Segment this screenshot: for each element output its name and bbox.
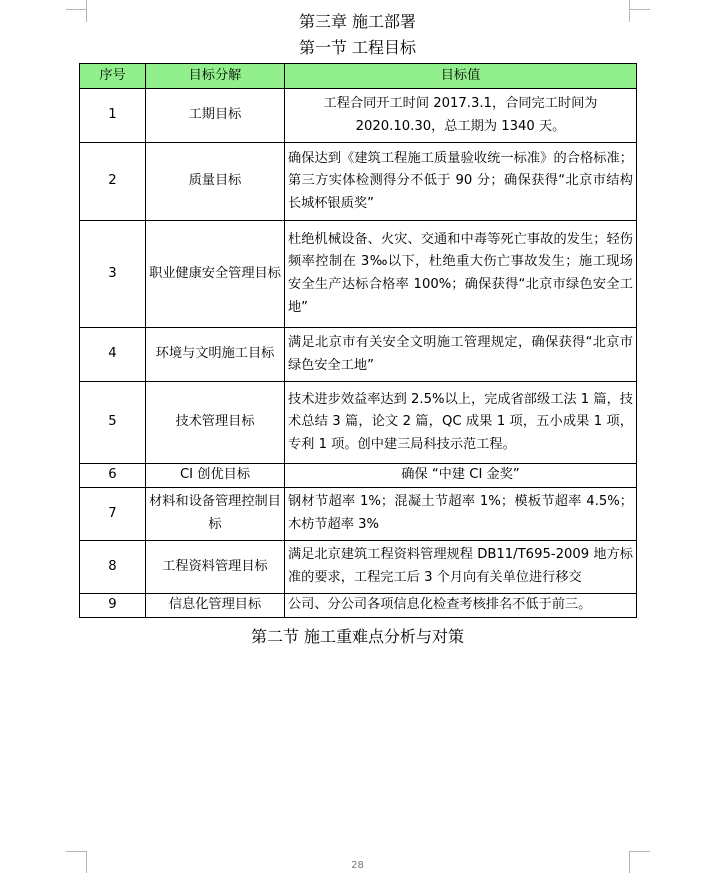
- header-category: 目标分解: [146, 64, 285, 89]
- table-row: [80, 89, 637, 143]
- row-category: CI 创优目标: [146, 464, 285, 488]
- row-value: 确保达到《建筑工程施工质量验收统一标准》的合格标准；第三方实体检测得分不低于 90 分；确保获得“北京市结构长城杯银质奖”: [285, 143, 637, 221]
- table-row: [80, 541, 637, 594]
- row-no: 4: [80, 328, 146, 382]
- table-row: [80, 594, 637, 618]
- row-no: 3: [80, 221, 146, 328]
- table-row: [80, 221, 637, 328]
- table-row: [80, 143, 637, 221]
- table-header-row: [80, 64, 637, 89]
- row-value: 杜绝机械设备、火灾、交通和中毒等死亡事故的发生；轻伤频率控制在 3‰以下，杜绝重大伤亡事故发生；施工现场安全生产达标合格率 100%；确保获得“北京市绿色安全工地”: [285, 221, 637, 328]
- table-row: [80, 328, 637, 382]
- row-value: 公司、分公司各项信息化检查考核排名不低于前三。: [285, 594, 637, 618]
- row-category: 职业健康安全管理目标: [146, 221, 285, 328]
- section2-title: 第二节 施工重难点分析与对策: [250, 627, 465, 646]
- row-no: 1: [80, 89, 146, 143]
- table-row: [80, 488, 637, 541]
- header-value: 目标值: [285, 64, 637, 89]
- row-value: 确保 “中建 CI 金奖”: [285, 464, 637, 488]
- row-value: 钢材节超率 1%；混凝土节超率 1%；模板节超率 4.5%；木枋节超率 3%: [285, 488, 637, 541]
- row-value: 工程合同开工时间 2017.3.1，合同完工时间为 2020.10.30，总工期为 1340 天。: [285, 89, 637, 143]
- row-no: 6: [80, 464, 146, 488]
- row-no: 9: [80, 594, 146, 618]
- row-value: 技术进步效益率达到 2.5%以上，完成省部级工法 1 篇，技术总结 3 篇，论文 2 篇，QC 成果 1 项，五小成果 1 项，专利 1 项。创中建三局科技示范工程。: [285, 382, 637, 464]
- row-no: 7: [80, 488, 146, 541]
- page-number: 28: [351, 860, 364, 871]
- row-no: 2: [80, 143, 146, 221]
- row-category: 信息化管理目标: [146, 594, 285, 618]
- row-value: 满足北京建筑工程资料管理规程 DB11/T695-2009 地方标准的要求，工程完工后 3 个月向有关单位进行移交: [285, 541, 637, 594]
- crop-mark: [66, 9, 86, 10]
- table-row: [80, 464, 637, 488]
- crop-mark: [66, 851, 86, 852]
- row-category: 技术管理目标: [146, 382, 285, 464]
- row-category: 材料和设备管理控制目标: [146, 488, 285, 541]
- goals-table: [79, 63, 637, 618]
- row-category: 质量目标: [146, 143, 285, 221]
- table-row: [80, 382, 637, 464]
- crop-mark: [630, 851, 650, 852]
- row-value: 满足北京市有关安全文明施工管理规定，确保获得“北京市绿色安全工地”: [285, 328, 637, 382]
- row-no: 5: [80, 382, 146, 464]
- row-category: 工程资料管理目标: [146, 541, 285, 594]
- header-no: 序号: [80, 64, 146, 89]
- row-category: 工期目标: [146, 89, 285, 143]
- chapter-title: 第三章 施工部署: [298, 12, 417, 31]
- section-title: 第一节 工程目标: [298, 38, 417, 57]
- row-category: 环境与文明施工目标: [146, 328, 285, 382]
- crop-mark: [630, 9, 650, 10]
- row-no: 8: [80, 541, 146, 594]
